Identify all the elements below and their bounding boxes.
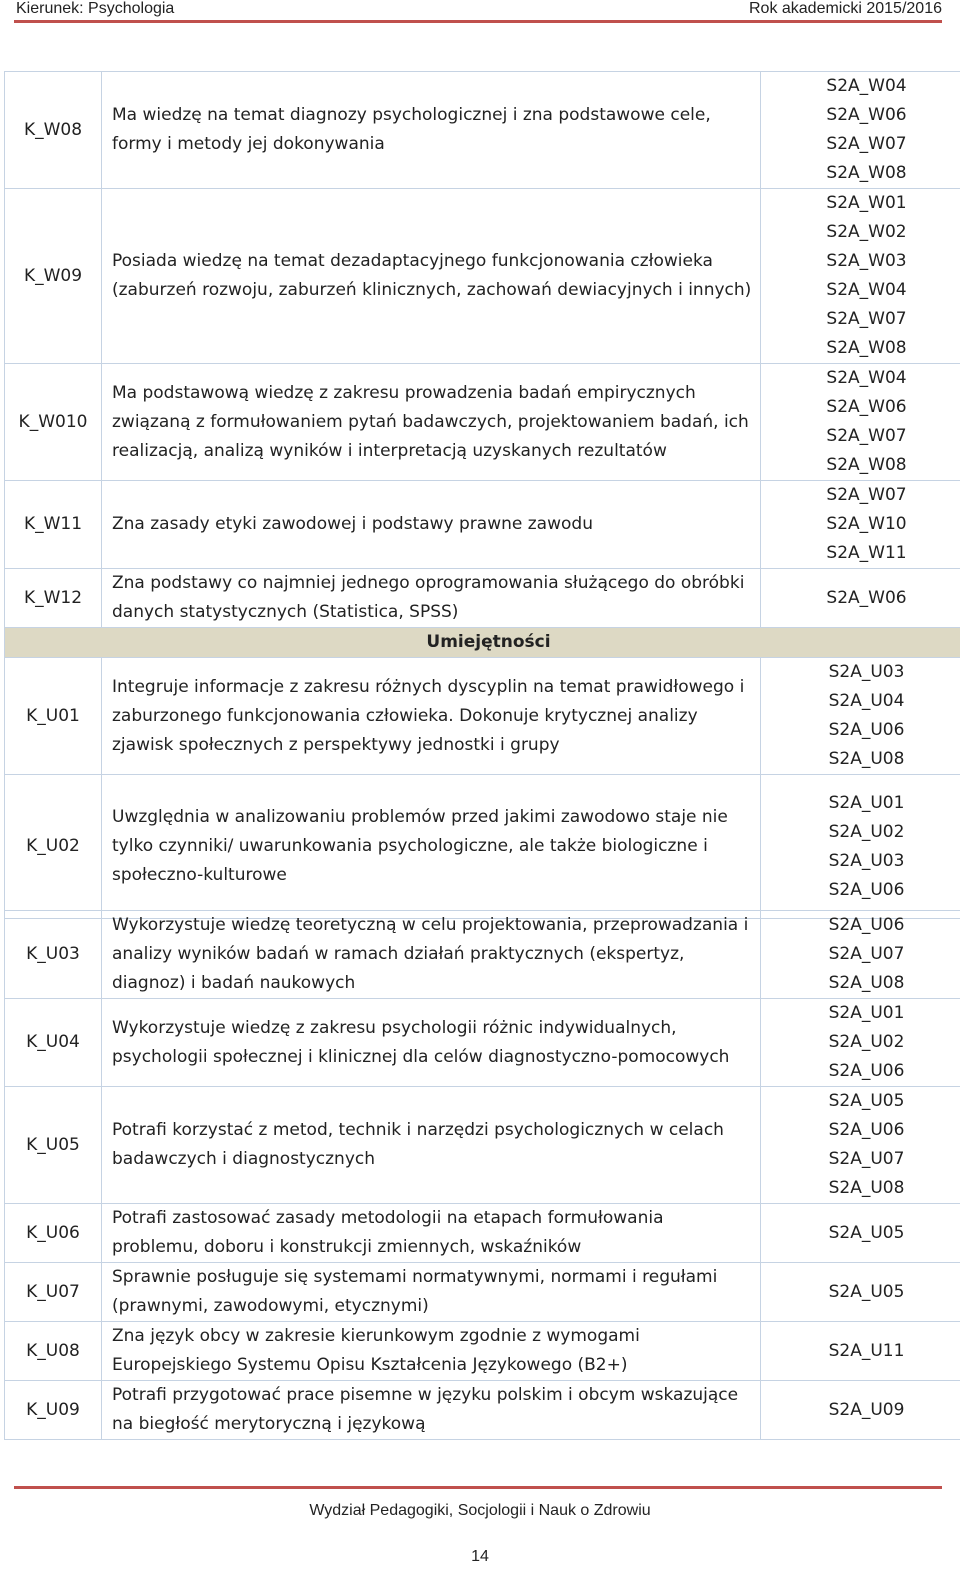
reference-code: S2A_W04 xyxy=(826,368,907,388)
reference-code: S2A_W04 xyxy=(826,76,907,96)
reference-code: S2A_W08 xyxy=(826,338,907,358)
reference-code: S2A_W03 xyxy=(826,251,907,271)
learning-outcomes-table-1 xyxy=(4,71,960,919)
outcome-symbol: K_U05 xyxy=(5,1087,102,1204)
section-row xyxy=(5,628,960,658)
reference-code: S2A_U08 xyxy=(828,973,905,993)
reference-code: S2A_U11 xyxy=(828,1340,905,1361)
reference-code: S2A_W06 xyxy=(826,105,907,125)
outcome-references xyxy=(761,658,960,775)
outcome-description: Posiada wiedzę na temat dezadaptacyjnego funkcjonowania człowieka (zaburzeń rozwoju, zaburzeń klinicznych, zachowań dewiacyjnych i innych) xyxy=(102,189,761,364)
header-rule xyxy=(14,20,942,23)
reference-code: S2A_U06 xyxy=(828,915,905,935)
page-number: 14 xyxy=(471,1548,489,1565)
reference-code: S2A_W07 xyxy=(826,485,907,505)
outcome-symbol: K_W11 xyxy=(5,481,102,569)
outcome-references xyxy=(761,364,960,481)
reference-code: S2A_U03 xyxy=(828,850,905,871)
outcome-description: Ma podstawową wiedzę z zakresu prowadzenia badań empirycznych związaną z formułowaniem pytań badawczych, projektowaniem badań, ich realizacją, analizą wyników i interpretacją uzyskanych rezultatów xyxy=(102,364,761,481)
reference-code: S2A_W11 xyxy=(826,543,907,563)
outcome-row xyxy=(5,569,960,628)
page-header xyxy=(0,0,960,22)
reference-code: S2A_U08 xyxy=(828,749,905,769)
reference-code: S2A_U06 xyxy=(828,720,905,740)
reference-code: S2A_U05 xyxy=(828,1091,905,1111)
reference-code: S2A_W06 xyxy=(826,587,907,608)
reference-code: S2A_U02 xyxy=(828,1032,905,1052)
outcome-description: Zna język obcy w zakresie kierunkowym zgodnie z wymogami Europejskiego Systemu Opisu Kształcenia Językowego (B2+) xyxy=(102,1322,761,1381)
footer-faculty: Wydział Pedagogiki, Socjologii i Nauk o Zdrowiu xyxy=(309,1502,651,1519)
outcome-description: Sprawnie posługuje się systemami normatywnymi, normami i regułami (prawnymi, zawodowymi, etycznymi) xyxy=(102,1263,761,1322)
outcome-description: Zna podstawy co najmniej jednego oprogramowania służącego do obróbki danych statystycznych (Statistica, SPSS) xyxy=(102,569,761,628)
reference-code: S2A_W04 xyxy=(826,280,907,300)
reference-code: S2A_U06 xyxy=(828,1061,905,1081)
outcome-references xyxy=(761,999,960,1087)
outcome-references xyxy=(761,1087,960,1204)
outcome-row xyxy=(5,999,960,1087)
outcome-symbol: K_U02 xyxy=(5,775,102,919)
reference-code: S2A_U02 xyxy=(828,821,905,842)
outcome-row xyxy=(5,911,960,999)
outcome-description: Potrafi korzystać z metod, technik i narzędzi psychologicznych w celach badawczych i diagnostycznych xyxy=(102,1087,761,1204)
outcome-references xyxy=(761,775,960,919)
outcome-symbol: K_U07 xyxy=(5,1263,102,1322)
reference-code: S2A_W10 xyxy=(826,514,907,534)
outcome-description: Zna zasady etyki zawodowej i podstawy prawne zawodu xyxy=(102,481,761,569)
outcome-row xyxy=(5,1087,960,1204)
outcome-symbol: K_U04 xyxy=(5,999,102,1087)
outcome-references xyxy=(761,911,960,999)
reference-code: S2A_U07 xyxy=(828,1149,905,1169)
learning-outcomes-table-2 xyxy=(4,910,960,1440)
outcome-row xyxy=(5,775,960,919)
outcome-symbol: K_W12 xyxy=(5,569,102,628)
outcome-symbol: K_W08 xyxy=(5,72,102,189)
reference-code: S2A_U01 xyxy=(828,792,905,813)
reference-code: S2A_U07 xyxy=(828,944,905,964)
outcome-references xyxy=(761,1322,960,1381)
reference-code: S2A_U05 xyxy=(828,1281,905,1302)
outcome-row xyxy=(5,364,960,481)
outcome-description: Integruje informacje z zakresu różnych dyscyplin na temat prawidłowego i zaburzonego funkcjonowania człowieka. Dokonuje krytycznej analizy zjawisk społecznych z perspektywy jednostki i grupy xyxy=(102,658,761,775)
reference-code: S2A_U09 xyxy=(828,1399,905,1420)
reference-code: S2A_W07 xyxy=(826,309,907,329)
header-field-of-study: Kierunek: Psychologia xyxy=(16,0,175,17)
outcome-symbol: K_U03 xyxy=(5,911,102,999)
section-label-skills: Umiejętności xyxy=(5,628,960,658)
header-academic-year: Rok akademicki 2015/2016 xyxy=(748,0,942,17)
outcome-references xyxy=(761,189,960,364)
outcome-row xyxy=(5,72,960,189)
outcome-symbol: K_U06 xyxy=(5,1204,102,1263)
reference-code: S2A_U06 xyxy=(828,1120,905,1140)
outcome-row xyxy=(5,189,960,364)
outcome-references xyxy=(761,1204,960,1263)
reference-code: S2A_U06 xyxy=(828,879,905,900)
outcome-references xyxy=(761,1381,960,1440)
outcome-row xyxy=(5,1263,960,1322)
outcome-symbol: K_U01 xyxy=(5,658,102,775)
reference-code: S2A_W06 xyxy=(826,397,907,417)
reference-code: S2A_U08 xyxy=(828,1178,905,1198)
reference-code: S2A_W08 xyxy=(826,455,907,475)
outcome-description: Potrafi zastosować zasady metodologii na etapach formułowania problemu, doboru i konstrukcji zmiennych, wskaźników xyxy=(102,1204,761,1263)
outcome-row xyxy=(5,1381,960,1440)
outcome-description: Potrafi przygotować prace pisemne w języku polskim i obcym wskazujące na biegłość merytoryczną i językową xyxy=(102,1381,761,1440)
outcome-symbol: K_U08 xyxy=(5,1322,102,1381)
reference-code: S2A_U03 xyxy=(828,662,905,682)
reference-code: S2A_W01 xyxy=(826,193,907,213)
outcome-row xyxy=(5,658,960,775)
outcome-symbol: K_W010 xyxy=(5,364,102,481)
outcome-references xyxy=(761,481,960,569)
reference-code: S2A_W07 xyxy=(826,426,907,446)
outcome-references xyxy=(761,569,960,628)
footer-rule xyxy=(14,1486,942,1489)
outcome-symbol: K_U09 xyxy=(5,1381,102,1440)
outcome-references xyxy=(761,1263,960,1322)
outcome-description: Ma wiedzę na temat diagnozy psychologicznej i zna podstawowe cele, formy i metody jej dokonywania xyxy=(102,72,761,189)
reference-code: S2A_W08 xyxy=(826,163,907,183)
outcome-description: Wykorzystuje wiedzę z zakresu psychologii różnic indywidualnych, psychologii społecznej i klinicznej dla celów diagnostyczno-pomocowych xyxy=(102,999,761,1087)
outcome-row xyxy=(5,1204,960,1263)
outcome-description: Wykorzystuje wiedzę teoretyczną w celu projektowania, przeprowadzania i analizy wyników badań w ramach działań praktycznych (ekspertyz, diagnoz) i badań naukowych xyxy=(102,911,761,999)
outcome-description: Uwzględnia w analizowaniu problemów przed jakimi zawodowo staje nie tylko czynniki/ uwarunkowania psychologiczne, ale także biologiczne i społeczno-kulturowe xyxy=(102,775,761,919)
reference-code: S2A_U05 xyxy=(828,1222,905,1243)
outcome-row xyxy=(5,1322,960,1381)
reference-code: S2A_U04 xyxy=(828,691,905,711)
outcome-references xyxy=(761,72,960,189)
reference-code: S2A_W02 xyxy=(826,222,907,242)
outcome-row xyxy=(5,481,960,569)
outcome-symbol: K_W09 xyxy=(5,189,102,364)
reference-code: S2A_U01 xyxy=(828,1003,905,1023)
reference-code: S2A_W07 xyxy=(826,134,907,154)
